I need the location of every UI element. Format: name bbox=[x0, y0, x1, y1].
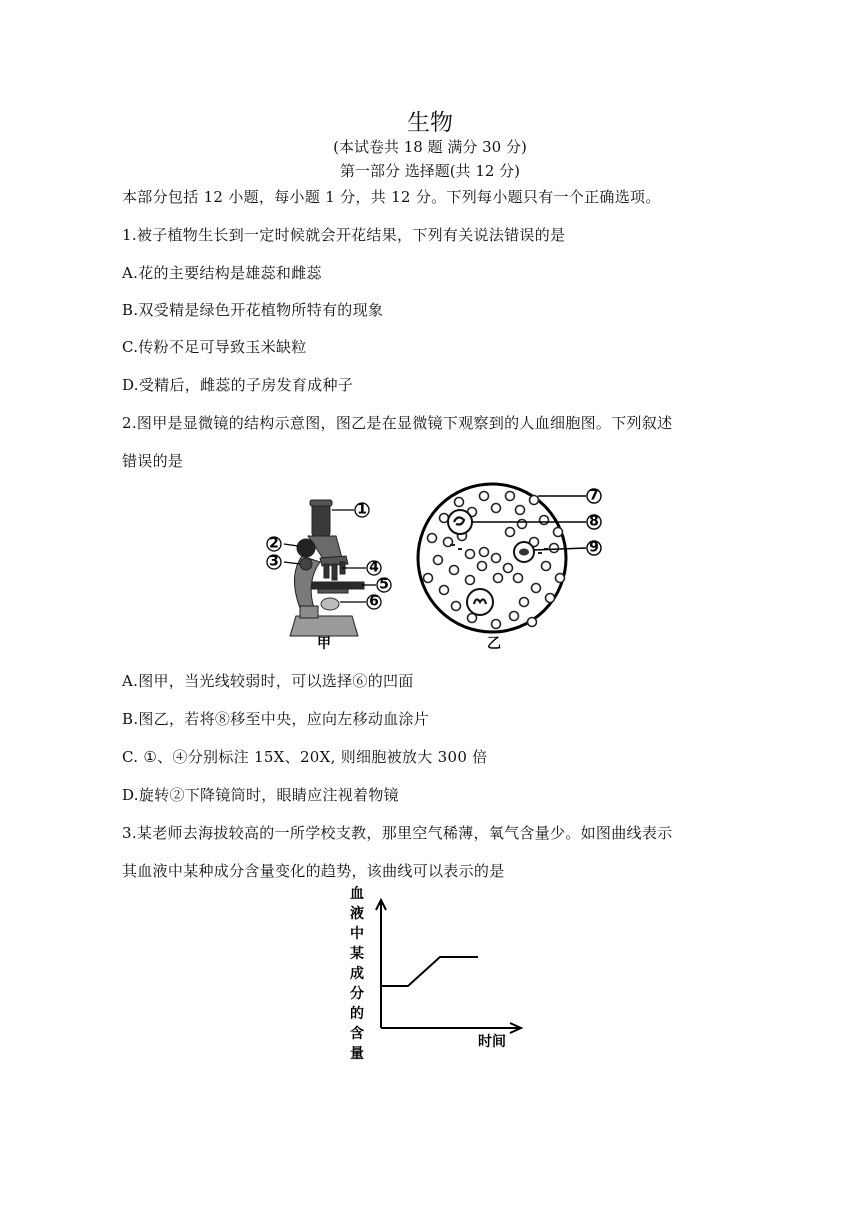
question-2-option-d: D.旋转②下降镜筒时，眼睛应注视着物镜 bbox=[122, 786, 399, 804]
trend-curve bbox=[381, 957, 478, 986]
svg-text:4: 4 bbox=[369, 559, 379, 576]
svg-text:9: 9 bbox=[589, 539, 599, 556]
y-axis-char: 成 bbox=[350, 966, 364, 982]
y-axis-char: 含 bbox=[350, 1026, 364, 1042]
instructions: 本部分包括 12 小题，每小题 1 分，共 12 分。下列每小题只有一个正确选项。 bbox=[122, 188, 661, 206]
svg-text:1: 1 bbox=[357, 501, 367, 518]
microscope-figure bbox=[262, 496, 392, 656]
y-axis-char: 量 bbox=[350, 1046, 364, 1062]
question-2-option-a: A.图甲，当光线较弱时，可以选择⑥的凹面 bbox=[122, 672, 414, 690]
y-axis-char: 某 bbox=[350, 946, 364, 962]
figure-label-b: 乙 bbox=[487, 636, 501, 652]
blood-content-graph bbox=[340, 880, 540, 1062]
question-2-stem-line2: 错误的是 bbox=[122, 452, 184, 470]
question-2-option-c: C. ①、④分别标注 15X、20X, 则细胞被放大 300 倍 bbox=[122, 748, 488, 766]
question-3-stem-line2: 其血液中某种成分含量变化的趋势，该曲线可以表示的是 bbox=[122, 862, 505, 880]
y-axis-char: 分 bbox=[350, 986, 364, 1002]
question-1-option-a: A.花的主要结构是雄蕊和雌蕊 bbox=[122, 264, 322, 282]
y-axis-char: 血 bbox=[350, 886, 364, 902]
figure-label-a: 甲 bbox=[317, 636, 331, 652]
page-title: 生物 bbox=[407, 110, 453, 136]
svg-text:3: 3 bbox=[269, 553, 279, 570]
question-2-option-b: B.图乙，若将⑧移至中央，应向左移动血涂片 bbox=[122, 710, 430, 728]
y-axis-char: 中 bbox=[350, 926, 364, 942]
y-axis-char: 液 bbox=[350, 906, 364, 922]
question-3-stem-line1: 3.某老师去海拔较高的一所学校支教，那里空气稀薄，氧气含量少。如图曲线表示 bbox=[122, 824, 673, 842]
svg-text:6: 6 bbox=[369, 593, 379, 610]
svg-text:8: 8 bbox=[589, 513, 599, 530]
svg-text:2: 2 bbox=[269, 535, 279, 552]
section-heading: 第一部分 选择题(共 12 分) bbox=[339, 162, 521, 180]
svg-text:7: 7 bbox=[589, 487, 599, 504]
question-1-option-d: D.受精后，雌蕊的子房发育成种子 bbox=[122, 376, 354, 394]
blood-cell-figure bbox=[414, 482, 614, 654]
exam-subtitle: (本试卷共 18 题 满分 30 分) bbox=[333, 138, 527, 156]
question-1-option-c: C.传粉不足可导致玉米缺粒 bbox=[122, 338, 307, 356]
x-axis-label: 时间 bbox=[478, 1034, 506, 1050]
svg-text:5: 5 bbox=[379, 576, 389, 593]
question-1-option-b: B.双受精是绿色开花植物所特有的现象 bbox=[122, 301, 384, 319]
question-1-stem: 1.被子植物生长到一定时候就会开花结果，下列有关说法错误的是 bbox=[122, 226, 566, 244]
y-axis-char: 的 bbox=[350, 1006, 364, 1022]
question-2-stem-line1: 2.图甲是显微镜的结构示意图，图乙是在显微镜下观察到的人血细胞图。下列叙述 bbox=[122, 414, 673, 432]
